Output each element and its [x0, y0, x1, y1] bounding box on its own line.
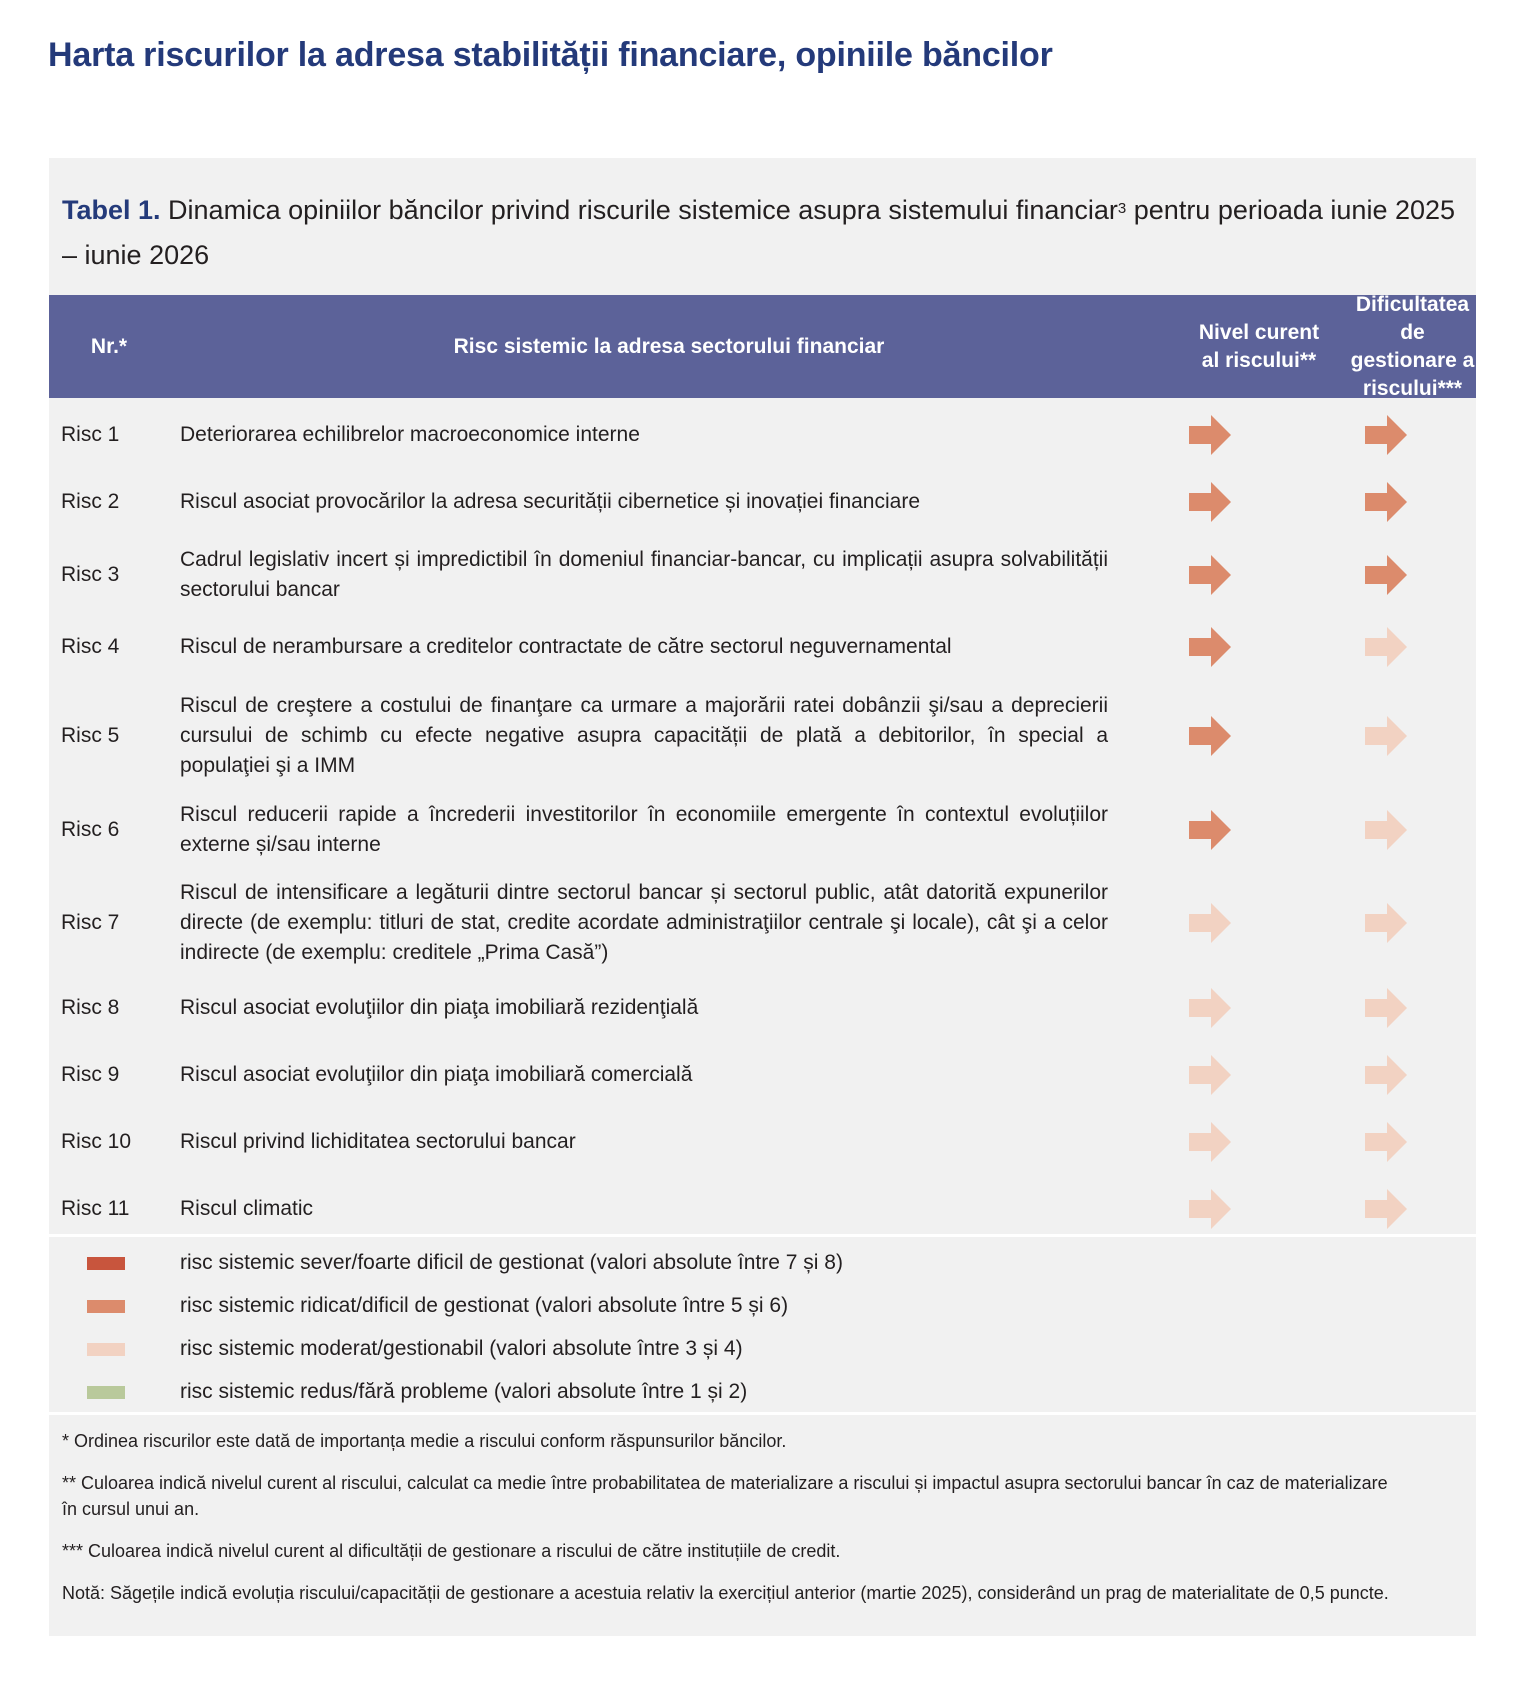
arrow-right-icon: [1189, 482, 1231, 522]
arrow-right-icon: [1365, 1055, 1407, 1095]
header-difficulty: [1349, 292, 1476, 400]
legend-item: [49, 1286, 1049, 1326]
arrow-right-icon: [1365, 415, 1407, 455]
arrow-right-icon: [1365, 482, 1407, 522]
risk-number: Risc 2: [61, 490, 120, 513]
arrow-right-icon: [1189, 1189, 1231, 1229]
risk-number: Risc 8: [61, 996, 120, 1019]
table-row: [49, 976, 1476, 1040]
risk-description: [180, 1177, 1108, 1241]
risk-description-text: Cadrul legislativ incert și impredictibil în domeniul financiar-bancar, cu implicații asupra solvabilității sectorului bancar: [180, 548, 1108, 601]
risk-number: Risc 4: [61, 635, 120, 658]
footnote-ref: 3: [1117, 200, 1127, 217]
footnote-arrows: Notă: Săgețile indică evoluția riscului/capacității de gestionare a acestuia relativ la exercițiul anterior (martie 2025), considerând un prag de materialitate de 0,5 puncte.: [62, 1583, 1389, 1603]
caption-period: pentru perioada iunie 2025 – iunie 2026: [62, 195, 1456, 270]
risk-description: [180, 976, 1108, 1040]
risk-description: [180, 537, 1108, 613]
arrow-right-icon: [1365, 988, 1407, 1028]
header-risk: Risc sistemic la adresa sectorului financiar: [453, 334, 885, 358]
arrow-right-icon: [1189, 810, 1231, 850]
risk-description: [180, 1110, 1108, 1174]
arrow-right-icon: [1189, 1055, 1231, 1095]
table-row: [49, 1177, 1476, 1241]
legend-label: risc sistemic redus/fără probleme (valori absolute între 1 și 2): [180, 1380, 748, 1403]
arrow-right-icon: [1365, 903, 1407, 943]
arrow-right-icon: [1365, 810, 1407, 850]
risk-description-text: Riscul asociat evoluţiilor din piaţa imobiliară rezidenţială: [180, 996, 699, 1019]
table-divider: [49, 1234, 1476, 1237]
legend-swatch: [87, 1257, 125, 1270]
arrow-right-icon: [1189, 415, 1231, 455]
table-caption: [62, 188, 1462, 278]
risk-description-text: Riscul asociat evoluţiilor din piaţa imobiliară comercială: [180, 1063, 693, 1086]
arrow-right-icon: [1189, 1122, 1231, 1162]
table-row: [49, 537, 1476, 613]
table-row: [49, 615, 1476, 679]
arrow-right-icon: [1189, 903, 1231, 943]
arrow-right-icon: [1365, 627, 1407, 667]
legend-label: risc sistemic ridicat/dificil de gestionat (valori absolute între 5 și 6): [180, 1294, 789, 1317]
risk-description: [180, 470, 1108, 534]
risk-description-text: Deteriorarea echilibrelor macroeconomice interne: [180, 423, 640, 446]
arrow-right-icon: [1365, 1122, 1407, 1162]
risk-number: Risc 6: [61, 818, 120, 841]
legend-divider: [49, 1412, 1476, 1415]
risk-number: Risc 1: [61, 423, 120, 446]
header-nr: Nr.*: [90, 334, 128, 358]
arrow-right-icon: [1365, 1189, 1407, 1229]
arrow-right-icon: [1365, 555, 1407, 595]
table-row: [49, 792, 1476, 868]
caption-lead: Tabel 1.: [62, 195, 161, 225]
legend-item: [49, 1372, 1049, 1412]
caption-text: Dinamica opiniilor băncilor privind riscurile sistemice asupra sistemului financiar: [160, 195, 1118, 225]
legend-label: risc sistemic moderat/gestionabil (valori absolute între 3 și 4): [180, 1337, 743, 1360]
footnote-difficulty: *** Culoarea indică nivelul curent al dificultății de gestionare a riscului de către instituțiile de credit.: [62, 1541, 841, 1561]
footnote-level: ** Culoarea indică nivelul curent al riscului, calculat ca medie între probabilitatea de materializare a riscului și impactul asupra sectorului bancar în caz de materializare în cursul unui an.: [62, 1473, 1388, 1519]
header-level: [1169, 295, 1349, 398]
table-row: [49, 403, 1476, 467]
table-row: [49, 873, 1476, 973]
risk-description-text: Riscul de nerambursare a creditelor contractate de către sectorul neguvernamental: [180, 635, 952, 658]
risk-description: [180, 615, 1108, 679]
legend-swatch: [87, 1300, 125, 1313]
arrow-right-icon: [1189, 716, 1231, 756]
table-header: [49, 292, 1476, 400]
risk-number: Risc 11: [61, 1197, 130, 1220]
risk-number: Risc 3: [61, 563, 120, 586]
header-difficulty-label: Dificultatea de gestionare a riscului***: [1350, 292, 1475, 400]
arrow-right-icon: [1189, 627, 1231, 667]
legend-item: [49, 1329, 1049, 1369]
table-row: [49, 1110, 1476, 1174]
risk-description: [180, 686, 1108, 786]
risk-description: [180, 1043, 1108, 1107]
risk-number: Risc 10: [61, 1130, 132, 1153]
risk-description: [180, 873, 1108, 973]
table-row: [49, 686, 1476, 786]
arrow-right-icon: [1189, 555, 1231, 595]
risk-description-text: Riscul asociat provocărilor la adresa securității cibernetice și inovației financiare: [180, 490, 921, 513]
page-title: Harta riscurilor la adresa stabilității financiare, opiniile băncilor: [48, 36, 1053, 74]
arrow-right-icon: [1189, 988, 1231, 1028]
risk-description-text: Riscul de intensificare a legăturii dintre sectorul bancar și sectorul public, atât datorită expunerilor directe (de exemplu: titluri de stat, credite acordate administraţiilor centrale şi locale), cât şi a celor indirecte (de exemplu: creditele „Prima Casă”): [180, 881, 1108, 964]
legend-swatch: [87, 1386, 125, 1399]
arrow-right-icon: [1365, 716, 1407, 756]
header-level-label: Nivel curent al riscului**: [1198, 320, 1320, 372]
table-row: [49, 1043, 1476, 1107]
risk-description: [180, 403, 1108, 467]
risk-description-text: Riscul reducerii rapide a încrederii investitorilor în economiile emergente în contextul evoluțiilor externe și/sau interne: [180, 803, 1108, 856]
legend-item: [49, 1243, 1049, 1283]
footnote-order: * Ordinea riscurilor este dată de importanța medie a riscului conform răspunsurilor băncilor.: [62, 1431, 787, 1451]
risk-description-text: Riscul privind lichiditatea sectorului bancar: [180, 1130, 576, 1153]
table-row: [49, 470, 1476, 534]
risk-description-text: Riscul climatic: [180, 1197, 314, 1220]
risk-description-text: Riscul de creştere a costului de finanţare ca urmare a majorării ratei dobânzii şi/sau a deprecierii cursului de schimb cu efecte negative asupra capacității de plată a debitorilor, în special a populaţiei şi a IMM: [180, 694, 1108, 777]
risk-number: Risc 7: [61, 911, 120, 934]
risk-number: Risc 9: [61, 1063, 120, 1086]
legend-label: risc sistemic sever/foarte dificil de gestionat (valori absolute între 7 și 8): [180, 1251, 843, 1274]
risk-description: [180, 792, 1108, 868]
risk-number: Risc 5: [61, 724, 120, 747]
legend-swatch: [87, 1343, 125, 1356]
